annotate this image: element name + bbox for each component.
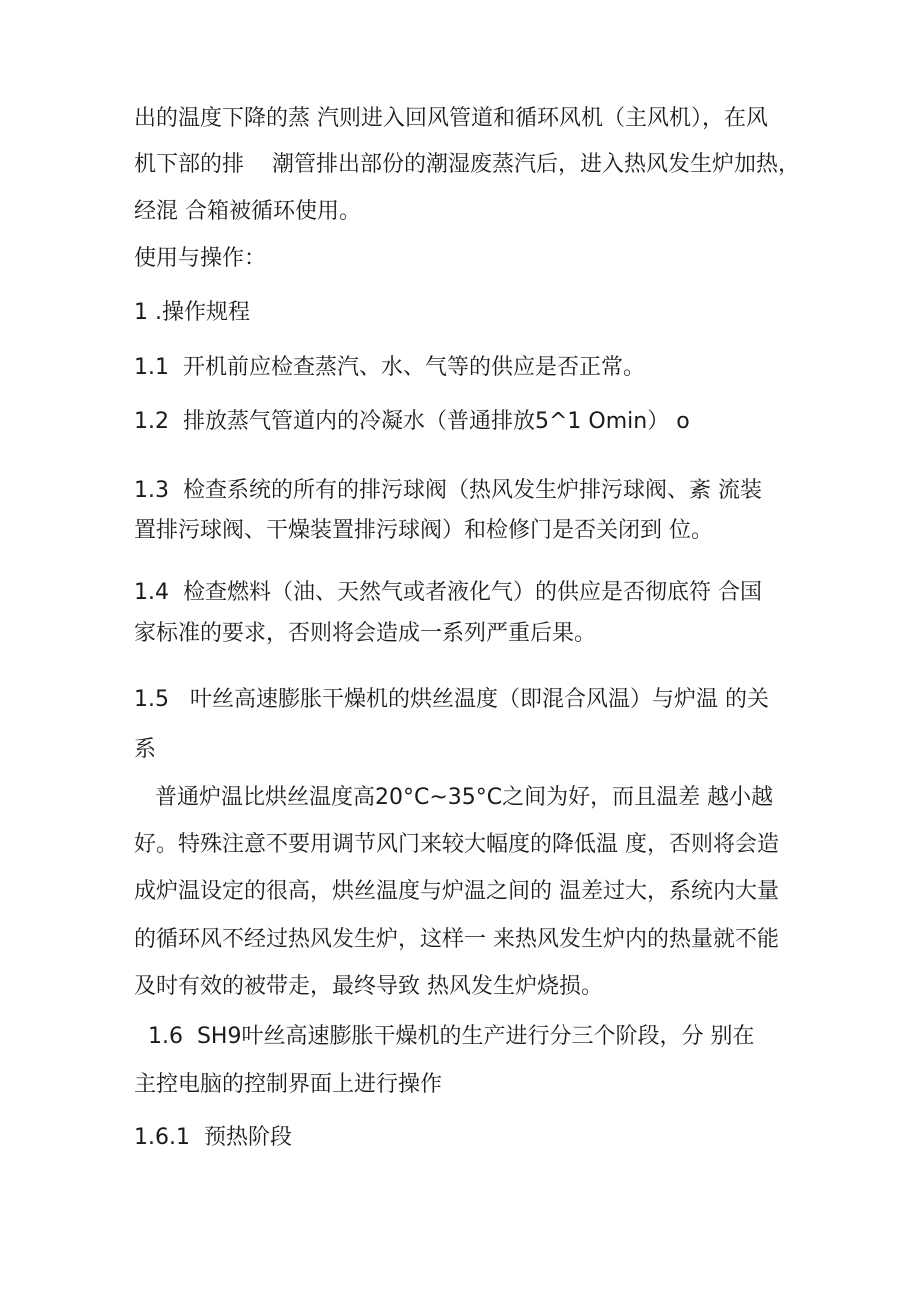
list-item-continuation: 主控电脑的控制界面上进行操作 [134,1072,443,1097]
list-item: 1.4 检查燃料（油、天然气或者液化气）的供应是否彻底符 合国 [134,580,762,605]
list-item-continuation: 系 [134,737,157,762]
list-item: 1.2 排放蒸气管道内的冷凝水（普通排放5^1 Omin） o [134,409,690,434]
text-line: 出的温度下降的蒸 汽则进入回风管道和循环风机（主风机），在风 [134,106,768,131]
text-line: 机下部的排 潮管排出部份的潮湿废蒸汽后，进入热风发生炉加热， [134,152,800,177]
list-item: 1.1 开机前应检查蒸汽、水、气等的供应是否正常。 [134,355,645,380]
subsection-heading: 1.6.1 预热阶段 [134,1125,292,1150]
paragraph-line: 及时有效的被带走，最终导致 热风发生炉烧损。 [134,974,603,999]
paragraph-line: 好。特殊注意不要用调节风门来较大幅度的降低温 度，否则将会造 [134,832,779,857]
text-line: 经混 合箱被循环使用。 [134,199,361,224]
paragraph-line: 成炉温设定的很高，烘丝温度与炉温之间的 温差过大，系统内大量 [134,879,779,904]
paragraph-line: 的循环风不经过热风发生炉，这样一 来热风发生炉内的热量就不能 [134,927,779,952]
list-item-continuation: 置排污球阀、干燥装置排污球阀）和检修门是否关闭到 位。 [134,518,713,543]
paragraph-line: 普通炉温比烘丝温度高20°C~35°C之间为好，而且温差 越小越 [134,785,774,810]
section-heading: 1 .操作规程 [134,300,250,325]
list-item-continuation: 家标准的要求，否则将会造成一系列严重后果。 [134,621,597,646]
list-item: 1.3 检查系统的所有的排污球阀（热风发生炉排污球阀、紊 流装 [134,478,762,503]
list-item: 1.6 SH9叶丝高速膨胀干燥机的生产进行分三个阶段，分 别在 [134,1024,755,1049]
section-heading: 使用与操作： [134,246,267,271]
list-item: 1.5 叶丝高速膨胀干燥机的烘丝温度（即混合风温）与炉温 的关 [134,687,769,712]
